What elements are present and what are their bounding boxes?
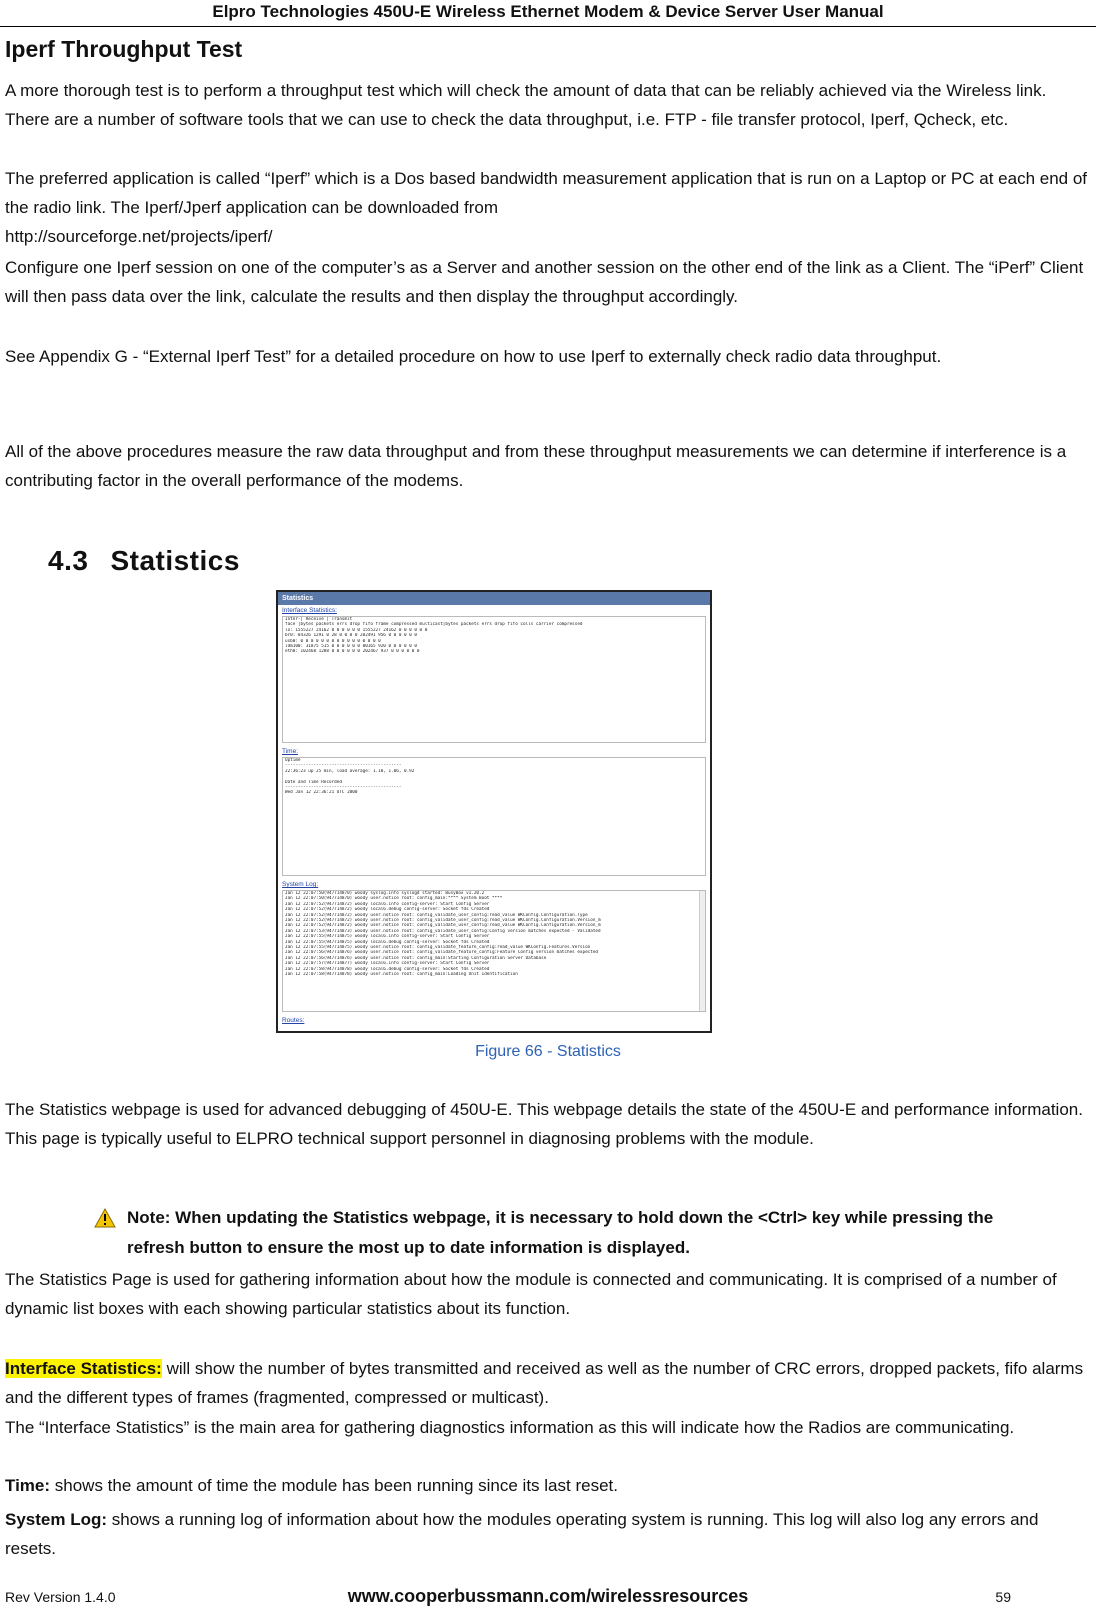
warning-icon [94, 1208, 116, 1228]
system-log-line: Jan 12 22:07:50(947714870) woody syslog.info syslogd started: BusyBox v1.20.2 [285, 891, 485, 896]
header-rule [0, 26, 1096, 27]
interface-statistics-term: Interface Statistics: [5, 1359, 162, 1378]
interface-statistics-box[interactable] [282, 616, 706, 743]
system-log-line: Jan 12 22:07:52(947714872) woody user.notice root: config_validate_user_config:read_value WKConfig.Configuration.Type [285, 912, 588, 918]
system-log-line: Jan 12 22:07:55(947714875) woody local6.debug config-server: Socket fds Created [285, 939, 490, 945]
time-text: shows the amount of time the module has been running since its last reset. [50, 1476, 618, 1495]
page-header: Elpro Technologies 450U-E Wireless Ethernet Modem & Device Server User Manual [212, 2, 884, 21]
iperf-paragraph-4: See Appendix G - “External Iperf Test” for a detailed procedure on how to use Iperf to externally check radio data throughput. [5, 347, 942, 366]
footer-page-number: 59 [995, 1589, 1011, 1605]
iperf-paragraph-2-text: The preferred application is called “Iperf” which is a Dos based bandwidth measurement application that is run on a Laptop or PC at each end of the radio link. The Iperf/Jperf application can be downloaded from [5, 169, 1088, 217]
interface-statistics-paragraph [5, 1354, 1090, 1412]
statistics-paragraph-3: The “Interface Statistics” is the main area for gathering diagnostics information as this will indicate how the Radios are communicating. [5, 1418, 1015, 1437]
figure-caption: Figure 66 - Statistics [475, 1043, 621, 1060]
time-line: Date and Time Recorded [285, 779, 342, 785]
statistics-screenshot [276, 590, 712, 1033]
system-log-line: Jan 12 22:07:52(947714872) woody user.notice root: config_validate_user_config:read_value WKConfig.Configuration.Version_m [285, 918, 601, 924]
system-log-line: Jan 12 22:07:58(947714878) woody user.notice root: config_main:Loading Unit Identification [285, 972, 518, 978]
iperf-download-link[interactable]: http://sourceforge.net/projects/iperf/ [5, 227, 273, 246]
system-log-lines [283, 891, 705, 978]
interface-statistics-line: br0: 84326 1291 0 28 0 0 0 0 202491 956 0 0 0 0 0 0 [285, 633, 417, 639]
interface-statistics-line: Inter-| Receive | Transmit [285, 617, 353, 622]
system-log-line: Jan 12 22:07:52(947714872) woody local6.debug config-server: Socket fds Created [285, 907, 490, 913]
system-log-line: Jan 12 22:07:55(947714875) woody local6.info config-server: Start Config Server [285, 934, 490, 940]
section-heading [48, 545, 240, 577]
screenshot-title: Statistics [278, 592, 710, 605]
time-line: --------------------------------------------- [285, 785, 402, 791]
iperf-paragraph-1: A more thorough test is to perform a throughput test which will check the amount of data that can be reliably achieved via the Wireless link. There are a number of software tools that we can use to check the data throughput, i.e. FTP - file transfer protocol, Iperf, Qcheck, etc. [5, 81, 1047, 129]
interface-statistics-lines [283, 617, 705, 655]
time-box[interactable] [282, 757, 706, 876]
system-log-line: Jan 12 22:07:53(947714873) woody user.notice root: config_validate_user_config:Config version matches expected - Validated [285, 928, 601, 934]
statistics-paragraph-1: The Statistics webpage is used for advanced debugging of 450U-E. This webpage details the state of the 450U-E and performance information. This page is typically useful to ELPRO technical support personnel in diagnosing problems with the module. [5, 1100, 1083, 1148]
time-term: Time: [5, 1476, 51, 1495]
system-log-line: Jan 12 22:07:50(947714870) woody user.notice root: config_main:**** System Boot **** [285, 896, 503, 902]
iperf-heading: Iperf Throughput Test [5, 36, 243, 62]
system-log-line: Jan 12 22:07:56(947714876) woody user.notice root: config_main:Starting Configuration Server Database [285, 955, 547, 961]
system-log-line: Jan 12 22:07:52(947714872) woody user.notice root: config_validate_user_config:read_value WKConfig.Configuration.Version_m [285, 923, 601, 929]
system-log-line: Jan 12 22:07:56(947714876) woody user.notice root: config_validate_feature_config:Feature Config version matches expected [285, 950, 599, 956]
system-log-line: Jan 12 22:07:55(947714875) woody user.notice root: config_validate_feature_config:read_value WKConfig.Features.Version [285, 945, 591, 951]
system-log-term: System Log: [5, 1510, 108, 1529]
refresh-note: Note: When updating the Statistics webpage, it is necessary to hold down the <Ctrl> key while pressing the refresh button to ensure the most up to date information is displayed. [127, 1208, 994, 1257]
time-lines [283, 758, 705, 796]
time-line: --------------------------------------------- [285, 763, 402, 769]
time-line: Uptime [285, 758, 301, 763]
screenshot-interface-label: Interface Statistics: [282, 607, 337, 614]
system-log-line: Jan 12 22:07:57(947714877) woody local6.info config-server: Start Config Server [285, 961, 490, 967]
system-log-line: Jan 12 22:07:52(947714872) woody local6.info config-server: Start Config Server [285, 901, 490, 907]
section-number: 4.3 [48, 545, 89, 576]
system-log-paragraph [5, 1505, 1090, 1563]
system-log-line: Jan 12 22:07:58(947714878) woody local6.debug config-server: Socket fds Created [285, 966, 490, 972]
footer-revision: Rev Version 1.4.0 [5, 1589, 116, 1605]
statistics-paragraph-2: The Statistics Page is used for gathering information about how the module is connected and communicating. It is comprised of a number of dynamic list boxes with each showing particular statistics about its function. [5, 1270, 1057, 1318]
interface-statistics-text: will show the number of bytes transmitted and received as well as the number of CRC errors, dropped packets, fifo alarms and the different types of frames (fragmented, compressed or multicast). [5, 1359, 1084, 1407]
time-line: Wed Jan 12 22:36:21 UTC 2000 [285, 790, 358, 796]
system-log-scrollbar[interactable] [699, 891, 705, 1011]
interface-statistics-line: ldm100: 31875 515 0 0 0 0 0 0 80165 920 0 0 0 0 0 0 [285, 644, 417, 650]
section-title: Statistics [110, 545, 240, 576]
interface-statistics-line: face |bytes packets errs drop fifo frame compressed multicast|bytes packets errs drop fifo colls carrier compressed [285, 622, 583, 628]
time-paragraph [5, 1471, 1090, 1500]
footer-url[interactable]: www.cooperbussmann.com/wirelessresources [347, 1586, 749, 1606]
screenshot-time-label: Time: [282, 748, 299, 755]
system-log-text: shows a running log of information about how the modules operating system is running. This log will also log any errors and resets. [5, 1510, 1039, 1558]
screenshot-routes-label: Routes: [282, 1017, 305, 1024]
interface-statistics-line: eth0: 102468 1288 0 0 0 0 0 0 202467 937 0 0 0 0 0 0 [285, 649, 420, 655]
interface-statistics-line: usb0: 0 0 0 0 0 0 0 0 0 0 0 0 0 0 0 0 [285, 638, 381, 644]
interface-statistics-line: lo: 1555227 24162 0 0 0 0 0 0 1555227 24162 0 0 0 0 0 0 [285, 627, 428, 633]
system-log-box[interactable] [282, 890, 706, 1012]
time-line: 22:36:23 up 25 min, load average: 1.10, 1.06, 0.92 [285, 768, 415, 774]
screenshot-syslog-label: System Log: [282, 881, 319, 888]
iperf-paragraph-2 [5, 164, 1090, 251]
iperf-paragraph-5: All of the above procedures measure the raw data throughput and from these throughput measurements we can determine if interference is a contributing factor in the overall performance of the modems. [5, 442, 1067, 490]
iperf-paragraph-3: Configure one Iperf session on one of the computer’s as a Server and another session on the other end of the link as a Client. The “iPerf” Client will then pass data over the link, calculate the results and then display the throughput accordingly. [5, 258, 1084, 306]
